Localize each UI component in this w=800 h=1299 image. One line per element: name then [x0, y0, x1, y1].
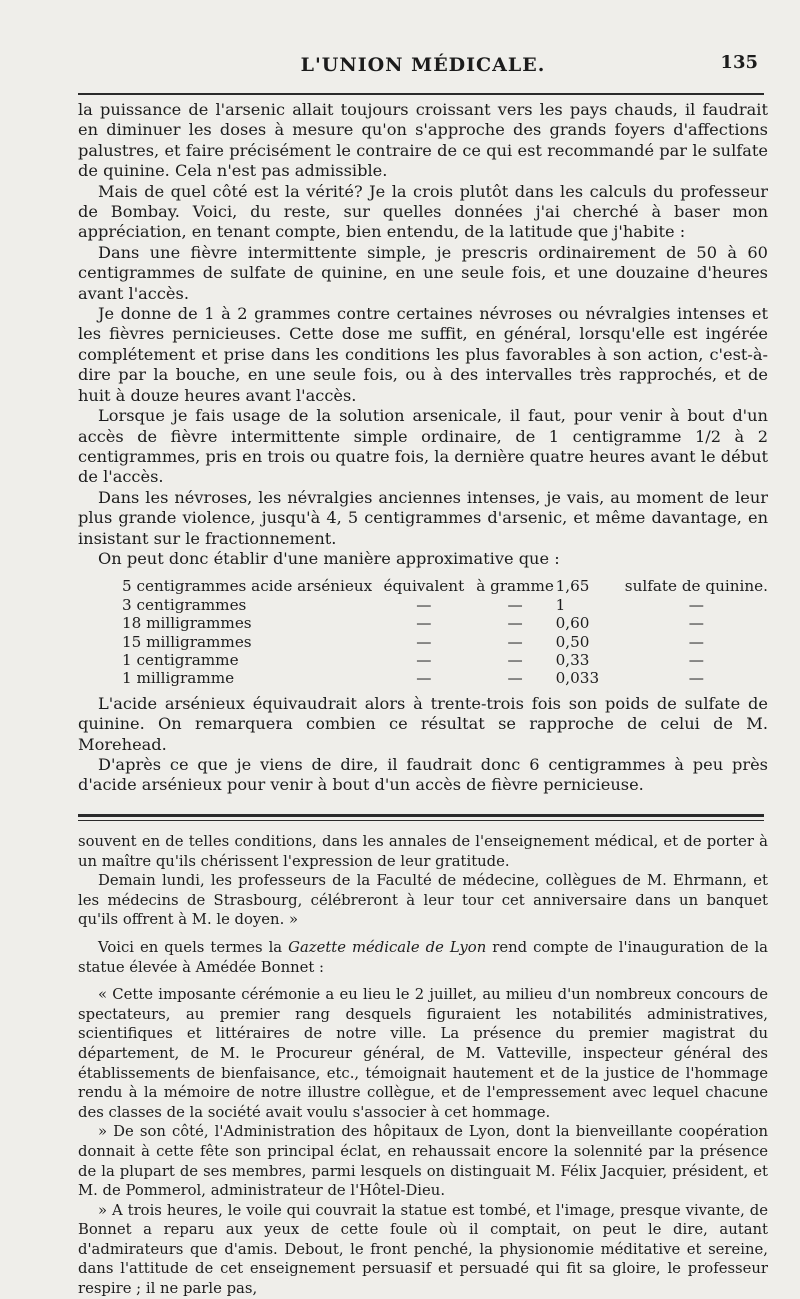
paragraph: Dans les névroses, les névralgies anciennes intenses, je vais, au moment de leur plus grande violence, jusqu'à 4, 5 centigrammes d'arsenic, et même davantage, en insistant sur le fractionnement. — [78, 487, 768, 548]
paragraph: souvent en de telles conditions, dans les annales de l'enseignement médical, et de porter à un maître qu'ils chérissent l'expression de leur gratitude. — [78, 833, 768, 870]
paragraph: L'acide arsénieux équivaudrait alors à trente-trois fois son poids de sulfate de quinine. On remarquera combien ce résultat se rapproche de celui de M. Morehead. — [78, 693, 768, 754]
table-cell: — — [507, 669, 523, 688]
section-rule — [78, 814, 764, 817]
table-cell: — — [507, 632, 523, 651]
table-row — [122, 577, 768, 595]
paragraph: On peut donc établir d'une manière approximative que : — [98, 548, 560, 568]
page-number: 135 — [720, 52, 758, 73]
paragraph: D'après ce que je viens de dire, il faudrait donc 6 centigrammes à peu près d'acide arsénieux pour venir à bout d'un accès de fièvre pernicieuse. — [78, 755, 768, 795]
table-cell: 18 milligrammes — [122, 614, 252, 633]
table-cell: sulfate de quinine. — [624, 577, 768, 596]
table-row — [122, 633, 768, 651]
table-cell: — — [416, 669, 432, 688]
table-cell: équivalent — [383, 577, 465, 596]
paragraph: « Cette imposante cérémonie a eu lieu le 2 juillet, au milieu d'un nombreux concours de spectateurs, au premier rang desquels figuraient les notabilités administratives, scientifiques et littéraires de notre ville. La présence du premier magistrat du département, de M. le Procureur général, de M. Vatteville, inspecteur général des établissements de bienfaisance, etc., témoignait hautement et de la justice de l'hommage rendu à la mémoire de notre illustre collègue, et de l'empressement avec lequel chacune des classes de la société avait voulu s'associer à cet hommage. — [78, 986, 768, 1121]
paragraph: la puissance de l'arsenic allait toujours croissant vers les pays chauds, il faudrait en diminuer les doses à mesure qu'on s'approche des grands foyers d'affections palustres, et faire précisément le contraire de ce qui est recommandé par le sulfate de quinine. Cela n'est pas admissible. — [78, 100, 768, 181]
table-cell: à gramme — [476, 577, 554, 596]
table-row — [122, 651, 768, 669]
table-cell: — — [688, 650, 704, 669]
table-row — [122, 596, 768, 614]
header-rule — [78, 93, 764, 95]
paragraph: Demain lundi, les professeurs de la Faculté de médecine, collègues de M. Ehrmann, et les médecins de Strasbourg, célébreront à leur tour cet anniversaire dans un banquet qu'ils offrent à M. le doyen. » — [78, 872, 768, 929]
table-cell: 3 centigrammes — [122, 595, 247, 614]
text: rend compte de l'inauguration de la statue élevée à Amédée Bonnet : — [78, 938, 768, 976]
journal-title: Gazette médicale de Lyon — [288, 938, 487, 956]
table-cell: 1 centigramme — [122, 650, 239, 669]
article-top — [78, 100, 768, 796]
table-cell: 0,50 — [555, 632, 590, 651]
table-cell: — — [507, 650, 523, 669]
table-cell: 1 milligramme — [122, 669, 235, 688]
paragraph: » De son côté, l'Administration des hôpitaux de Lyon, dont la bienveillante coopération donnait à cette fête son principal éclat, en rehaussait encore la solennité par la présence de la plupart de ses membres, parmi lesquels on distinguait M. Félix Jacquier, président, et M. de Pommerol, administrateur de l'Hôtel-Dieu. — [78, 1123, 768, 1200]
paragraph — [78, 938, 768, 977]
paragraph: Dans une fièvre intermittente simple, je prescris ordinairement de 50 à 60 centigrammes de sulfate de quinine, en une seule fois, et une douzaine d'heures avant l'accès. — [78, 242, 768, 303]
table-cell: — — [688, 669, 704, 688]
table-cell: — — [688, 614, 704, 633]
page-header — [78, 50, 768, 80]
section-rule-thin — [78, 820, 764, 821]
table-cell: — — [416, 614, 432, 633]
table-cell: — — [688, 595, 704, 614]
paragraph: » A trois heures, le voile qui couvrait la statue est tombé, et l'image, presque vivante, de Bonnet a reparu aux yeux de cette foule où il comptait, on peut le dire, autant d'admirateurs que d'amis. Debout, le front penché, la physionomie méditative et sereine, dans l'attitude de cet enseignement persuasif et persuadé qui fit sa gloire, le professeur respire ; il ne parle pas, — [78, 1201, 768, 1298]
table-cell: — — [507, 614, 523, 633]
running-title: L'UNION MÉDICALE. — [300, 54, 546, 76]
table-cell: — — [416, 595, 432, 614]
table-cell: 0,60 — [555, 614, 590, 633]
text: Voici en quels termes la — [98, 938, 289, 956]
table-row — [122, 614, 768, 632]
paragraph: Je donne de 1 à 2 grammes contre certaines névroses ou névralgies intenses et les fièvres pernicieuses. Cette dose me suffit, en général, lorsqu'elle est ingérée complétement et prise dans les conditions les plus favorables à son action, c'est-à-dire par la bouche, en une seule fois, ou à des intervalles très rapprochés, et de huit à douze heures avant l'accès. — [78, 304, 768, 405]
article-bottom — [78, 832, 768, 1299]
table-cell: — — [507, 595, 523, 614]
table-cell: — — [688, 632, 704, 651]
table-row — [122, 669, 768, 687]
table-cell: — — [416, 650, 432, 669]
table-cell: 1 — [555, 595, 566, 614]
table-cell: — — [416, 632, 432, 651]
table-cell: 0,33 — [555, 650, 590, 669]
table-cell: 5 centigrammes acide arsénieux — [122, 577, 373, 596]
paragraph: Lorsque je fais usage de la solution arsenicale, il faut, pour venir à bout d'un accès de fièvre intermittente simple ordinaire, de 1 centigramme 1/2 à 2 centigrammes, pris en trois ou quatre fois, la dernière quatre heures avant le début de l'accès. — [78, 406, 768, 487]
equivalence-table — [122, 577, 768, 687]
table-cell: 0,033 — [555, 669, 600, 688]
table-cell: 15 milligrammes — [122, 632, 252, 651]
paragraph: Mais de quel côté est la vérité? Je la crois plutôt dans les calculs du professeur de Bombay. Voici, du reste, sur quelles données j'ai cherché à baser mon appréciation, en tenant compte, bien entendu, de la latitude que j'habite : — [78, 181, 768, 242]
table-cell: 1,65 — [555, 577, 590, 596]
